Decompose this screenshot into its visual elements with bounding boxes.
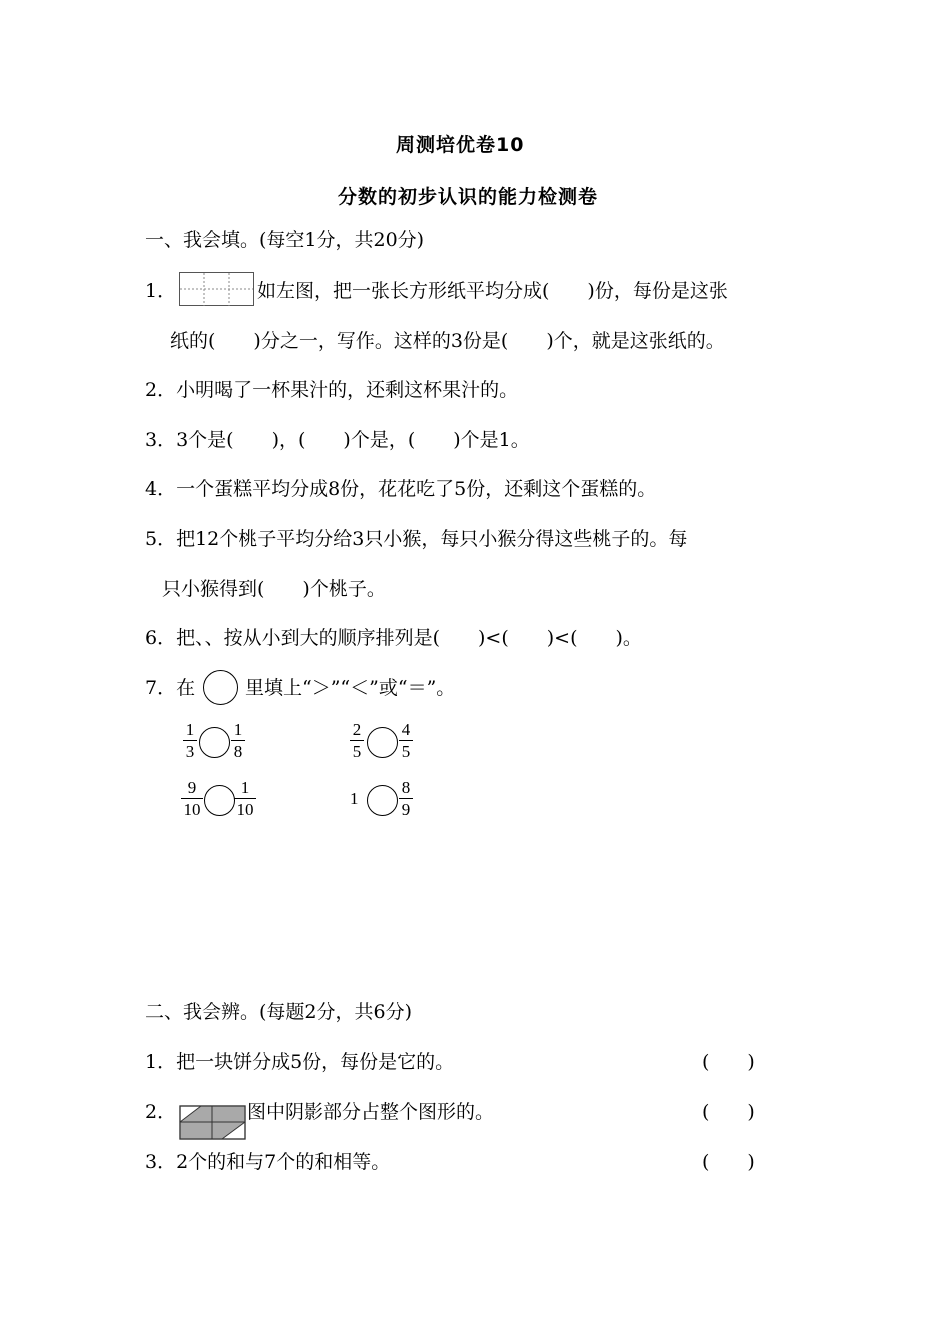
answer-circle[interactable] <box>367 785 398 816</box>
comparison-circle-icon <box>203 670 238 705</box>
denominator: 3 <box>185 742 195 761</box>
fraction-right-4 <box>399 778 413 819</box>
s2-q2-number: 2． <box>145 1101 177 1123</box>
denominator: 10 <box>236 800 254 819</box>
q2: 2．小明喝了一杯果汁的，还剩这杯果汁的。 <box>145 379 519 401</box>
rectangle-figure <box>179 272 255 307</box>
q4: 4．一个蛋糕平均分成8份，花花吃了5份，还剩这个蛋糕的。 <box>145 478 657 500</box>
q3: 3．3个是( )，( )个是，( )个是1。 <box>145 429 530 451</box>
section1-heading: 一、我会填。(每空1分，共20分) <box>145 229 425 251</box>
fraction-right-3 <box>234 778 256 819</box>
numerator: 1 <box>240 778 250 797</box>
denominator: 10 <box>183 800 201 819</box>
page-title: 周测培优卷10 <box>396 134 525 156</box>
s2-q2-text: 图中阴影部分占整个图形的。 <box>247 1101 495 1123</box>
denominator: 5 <box>401 742 411 761</box>
answer-paren[interactable]: ( ) <box>702 1101 755 1123</box>
q5-line2: 只小猴得到( )个桃子。 <box>162 578 386 600</box>
q6: 6．把、、按从小到大的顺序排列是( )<( )<( )。 <box>145 627 642 649</box>
q1-number: 1． <box>145 280 177 302</box>
s2-q3: 3．2个的和与7个的和相等。 <box>145 1151 391 1173</box>
s2-q1: 1．把一块饼分成5份，每份是它的。 <box>145 1051 455 1073</box>
numerator: 4 <box>401 720 411 739</box>
fraction-left-3 <box>181 778 203 819</box>
fraction-left-2 <box>350 720 364 761</box>
numerator: 2 <box>352 720 362 739</box>
denominator: 8 <box>233 742 243 761</box>
fraction-left-1 <box>183 720 197 761</box>
q7-prefix: 7．在 <box>145 677 196 699</box>
page-subtitle: 分数的初步认识的能力检测卷 <box>338 186 599 208</box>
fraction-right-1 <box>231 720 245 761</box>
answer-circle[interactable] <box>204 785 235 816</box>
q5-line1: 5．把12个桃子平均分给3只小猴，每只小猴分得这些桃子的。每 <box>145 528 688 550</box>
section2-heading: 二、我会辨。(每题2分，共6分) <box>145 1001 413 1023</box>
numerator: 1 <box>233 720 243 739</box>
fraction-right-2 <box>399 720 413 761</box>
numerator: 1 <box>185 720 195 739</box>
whole-number: 1 <box>350 789 359 808</box>
q1-line1: 如左图，把一张长方形纸平均分成( )份，每份是这张 <box>257 280 728 302</box>
q7-suffix: 里填上“＞”“＜”或“＝”。 <box>245 677 456 699</box>
denominator: 5 <box>352 742 362 761</box>
numerator: 9 <box>187 778 197 797</box>
shaded-figure <box>179 1105 247 1141</box>
numerator: 8 <box>401 778 411 797</box>
answer-circle[interactable] <box>199 727 230 758</box>
answer-circle[interactable] <box>367 727 398 758</box>
denominator: 9 <box>401 800 411 819</box>
answer-paren[interactable]: ( ) <box>702 1151 755 1173</box>
answer-paren[interactable]: ( ) <box>702 1051 755 1073</box>
q1-line2: 纸的( )分之一，写作。这样的3份是( )个，就是这张纸的。 <box>170 330 725 352</box>
